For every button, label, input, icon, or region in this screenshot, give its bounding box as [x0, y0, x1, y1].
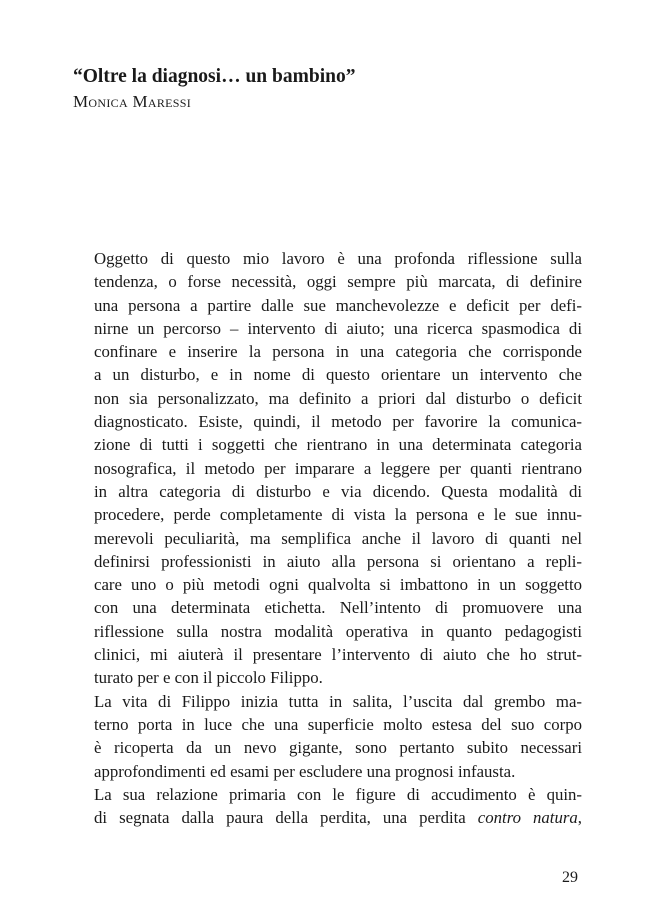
- text-line: procedere, perde completamente di vista la persona e le sue innu-: [94, 505, 582, 525]
- italic-text: contro natura: [477, 808, 578, 828]
- text-line: nirne un percorso – intervento di aiuto; una ricerca spasmodica di: [94, 318, 582, 338]
- text-line: una persona a partire dalle sue manchevolezze e deficit per defi-: [94, 295, 582, 315]
- text-line: confinare e inserire la persona in una categoria che corrisponde: [94, 342, 582, 362]
- text-line: zione di tutti i soggetti che rientrano in una determinata categoria: [94, 435, 582, 455]
- text-run: di segnata dalla paura della perdita, una perdita: [94, 808, 478, 828]
- text-line: Oggetto di questo mio lavoro è una profonda riflessione sulla: [94, 249, 582, 268]
- text-line: diagnosticato. Esiste, quindi, il metodo per favorire la comunica-: [94, 412, 582, 432]
- text-line: con una determinata etichetta. Nell’intento di promuovere una: [94, 598, 582, 618]
- text-line: approfondimenti ed esami per escludere una prognosi infausta.: [94, 761, 516, 781]
- text-line: turato per e con il piccolo Filippo.: [94, 668, 323, 688]
- text-line: care uno o più metodi ogni qualvolta si imbattono in un soggetto: [94, 575, 582, 595]
- page-number: 29: [562, 869, 578, 886]
- author-name: Monica Maressi: [73, 92, 192, 111]
- text-line: clinici, mi aiuterà il presentare l’intervento di aiuto che ho strut-: [94, 645, 582, 665]
- text-line: La sua relazione primaria con le figure di accudimento è quin-: [94, 784, 582, 804]
- text-line: in altra categoria di disturbo e via dicendo. Questa modalità di: [94, 481, 582, 501]
- text-line: merevoli peculiarità, ma semplifica anche il lavoro di quanti nel: [94, 528, 582, 548]
- text-line: definirsi professionisti in aiuto alla persona si orientano a repli-: [94, 551, 582, 571]
- body-text: [73, 247, 582, 829]
- text-line: è ricoperta da un nevo gigante, sono pertanto subito necessari: [94, 738, 582, 758]
- paragraph: [73, 690, 582, 783]
- paragraph: [73, 783, 582, 830]
- text-line: non sia personalizzato, ma definito a priori dal disturbo o deficit: [94, 388, 582, 408]
- text-run: ,: [577, 808, 582, 828]
- text-line: La vita di Filippo inizia tutta in salita, l’uscita dal grembo ma-: [94, 691, 582, 711]
- text-line: riflessione sulla nostra modalità operativa in quanto pedagogisti: [94, 621, 582, 641]
- text-line: tendenza, o forse necessità, oggi sempre più marcata, di definire: [94, 272, 582, 292]
- paragraph: [73, 247, 582, 690]
- text-line: [73, 806, 582, 829]
- text-line: terno porta in luce che una superficie molto estesa del suo corpo: [94, 714, 582, 734]
- text-line: a un disturbo, e in nome di questo orientare un intervento che: [94, 365, 582, 385]
- chapter-title: “Oltre la diagnosi… un bambino”: [73, 66, 356, 87]
- text-line: nosografica, il metodo per imparare a leggere per quanti rientrano: [94, 458, 582, 478]
